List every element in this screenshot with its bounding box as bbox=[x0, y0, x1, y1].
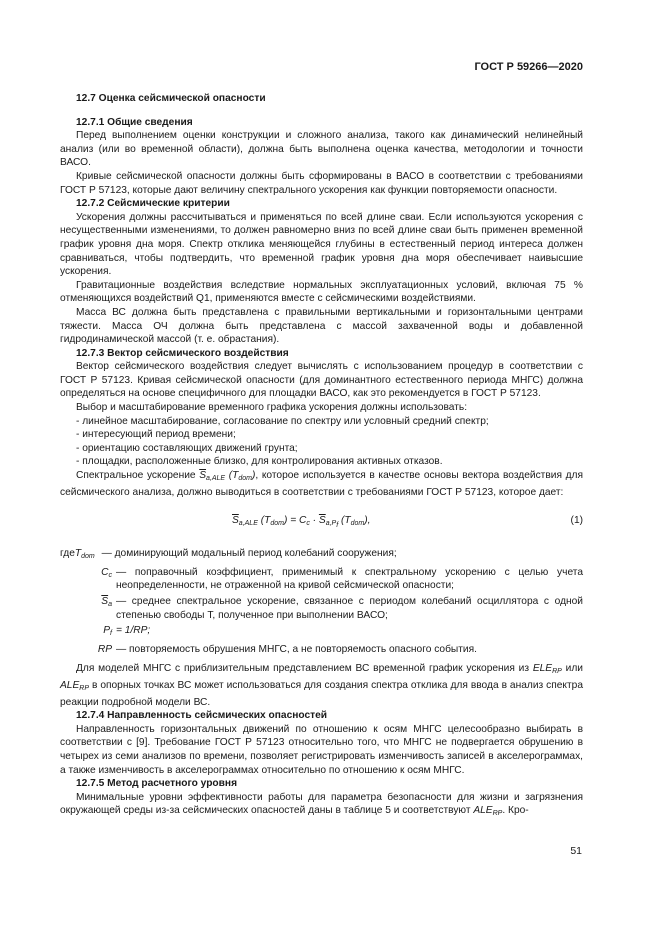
definition-rp: RP — повторяемость обрушения МНГС, а не повторяемость опасного события. bbox=[97, 643, 477, 655]
formula-expression: $\overline{S}_{a,ALE}$ $(T_{dom}) = C_c \cdot \overline{S}_{a,P_f}$ $(T_{dom})$, bbox=[232, 515, 371, 530]
standard-number: ГОСТ Р 59266—2020 bbox=[474, 61, 583, 73]
formula-1 bbox=[60, 509, 583, 535]
section-12-7-4-title: 12.7.4 Направленность сейсмических опасностей bbox=[76, 710, 328, 722]
definition-cc: $C_c$ — поправочный коэффициент, применимый к спектральному ускорению с целью учета неопределенности, не отраженной на кривой сейсмической опасности; bbox=[101, 566, 583, 592]
section-12-7-title: 12.7 Оценка сейсмической опасности bbox=[76, 93, 266, 104]
paragraph: Перед выполнением оценки конструкции и сложного анализа, такого как динамический нелинейный анализ (или во временной области), должна быть выполнена оценка качества, методологии и точности ВАСО. bbox=[60, 130, 583, 169]
paragraph: Масса ВС должна быть представлена с правильными вертикальными и горизонтальными центрами тяжести. Масса ОЧ должна быть представлена с массой захваченной воды и добавленной гидродинамической массой (т. е. обрастания). bbox=[60, 306, 583, 346]
page-content bbox=[60, 92, 583, 821]
paragraph: Ускорения должны рассчитываться и применяться по всей длине сваи. Если используются ускорения с несущественными изменениями, то должен равномерно вниз по всей длине сваи быть применен временной график уровня дна моря. Спектр отклика меняющейся глубины в естественный период интереса должен сравниваться, чтобы подтвердить, что временной график уровня дна моря обеспечивает наивысшие ускорения. bbox=[60, 211, 583, 278]
paragraph: Направленность горизонтальных движений по отношению к осям МНГС целесообразно выбирать в соответствии с [9]. Требование ГОСТ Р 57123 относительно того, что МНГС не подвергается обрушению в четырех из семи анализов по времени, позволяет регистрировать изменчивость записей в акселерограммах, а также изменчивость в акселерограммах относительно по отношению к осям МНГС. bbox=[60, 723, 583, 776]
page-number: 51 bbox=[570, 845, 582, 857]
section-12-7-1-title: 12.7.1 Общие сведения bbox=[76, 116, 193, 128]
definition-pf: $P_f$ = 1/RP; bbox=[103, 625, 151, 638]
paragraph: Минимальные уровни эффективности работы для параметра безопасности для жизни и загрязнения окружающей среды из-за сейсмических опасностей даны в таблице 5 и соответствуют $ALE_{RP}$. Кро- bbox=[60, 791, 583, 818]
paragraph: Кривые сейсмической опасности должны быть сформированы в ВАСО в соответствии с требованиями ГОСТ Р 57123, которые дают величину спектрального ускорения как функции повторяемости опасности. bbox=[60, 170, 583, 196]
list-item: - интересующий период времени; bbox=[76, 429, 236, 441]
formula-number: (1) bbox=[570, 515, 583, 527]
paragraph: Вектор сейсмического воздействия следует вычислять с использованием процедур в соответствии с ГОСТ Р 57123. Кривая сейсмической опасности (для доминантного естественного периода МНГС) должна определяться на основе специфичного для площадки ВАСО, как это рекомендуется в ГОСТ Р 57123. bbox=[60, 361, 583, 400]
definition-tdom: гдеT$_{dom}$ — доминирующий модальный период колебаний сооружения; bbox=[60, 548, 397, 561]
section-12-7-5-title: 12.7.5 Метод расчетного уровня bbox=[76, 778, 238, 790]
paragraph-spectral: Спектральное ускорение $\overline{S}_{a,ALE}$ $(T_{dom})$, которое используется в качестве основы вектора воздействия для сейсмического анализа, должно выводиться в соответствии с требованиями ГОСТ Р 57123, которое дает: bbox=[60, 470, 583, 498]
definition-sa: $\overline{S}_a$ — среднее спектральное ускорение, связанное с периодом колебаний осциллятора с одной степенью свободы T, полученное при выполнении ВАСО; bbox=[101, 596, 583, 621]
section-12-7-3-title: 12.7.3 Вектор сейсмического воздействия bbox=[76, 347, 289, 359]
section-12-7-2-title: 12.7.2 Сейсмические критерии bbox=[76, 198, 230, 210]
list-item: - линейное масштабирование, согласование по спектру или условный средний спектр; bbox=[76, 415, 489, 427]
definitions bbox=[60, 547, 583, 656]
list-item: - ориентацию составляющих движений грунта; bbox=[76, 442, 298, 454]
paragraph: Гравитационные воздействия вследствие нормальных эксплуатационных условий, включая 75 % отменяющихся воздействий Q1, применяются вместе с сейсмическими воздействиями. bbox=[60, 279, 583, 305]
paragraph-ele-alerp: Для моделей МНГС с приблизительным представлением ВС временной график ускорения из $ELE_{RP}$ или $ALE_{RP}$ в опорных точках ВС может использоваться для создания спектра отклика для ввода в анализ спектра реакции подробной модели ВС. bbox=[60, 663, 583, 708]
paragraph: Выбор и масштабирование временного графика ускорения должны использовать: bbox=[76, 402, 468, 414]
list-item: - площадки, расположенные близко, для контролирования активных отказов. bbox=[76, 456, 443, 468]
